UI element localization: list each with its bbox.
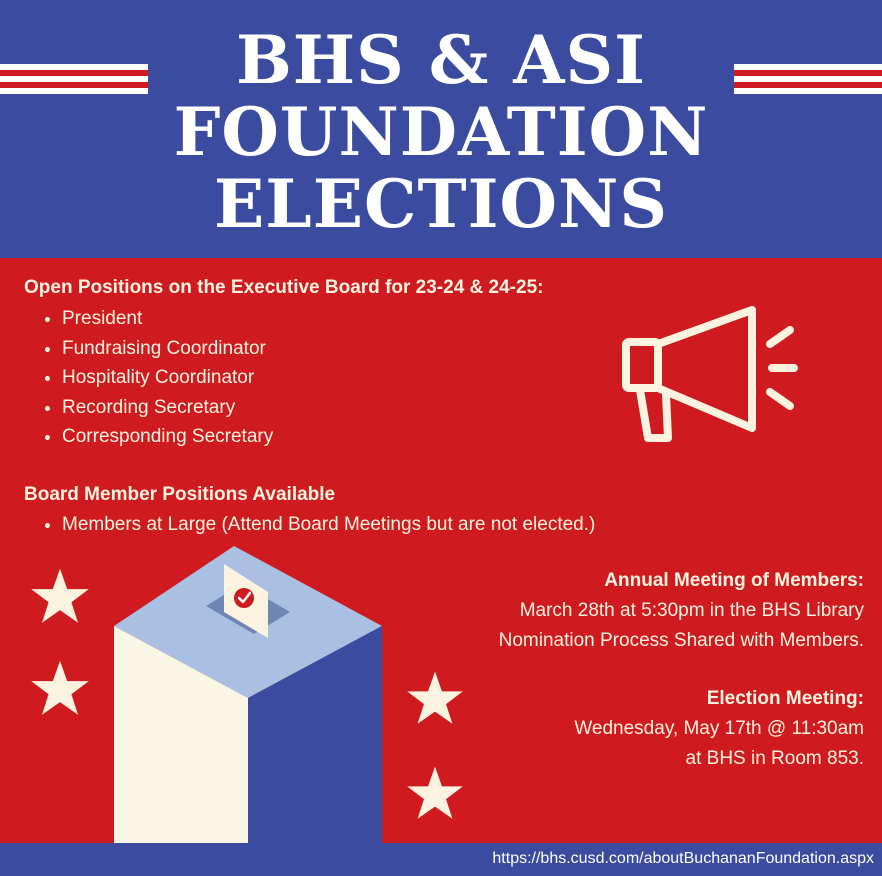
list-item: • Corresponding Secretary [62, 422, 273, 452]
star-icon [30, 659, 90, 717]
list-item: • Members at Large (Attend Board Meetings but are not elected.) [62, 510, 595, 540]
list-item: • Hospitality Coordinator [62, 363, 273, 393]
title-line-3: ELECTIONS [213, 165, 669, 243]
election-meeting-line-1: Wednesday, May 17th @ 11:30am [574, 718, 864, 739]
title-line-1: BHS & ASI [235, 21, 647, 99]
ballot-box-icon [114, 546, 384, 844]
board-members-list [38, 510, 595, 540]
annual-meeting-label: Annual Meeting of Members: [604, 570, 864, 591]
list-item: • Fundraising Coordinator [62, 334, 273, 364]
annual-meeting-line-1: March 28th at 5:30pm in the BHS Library [519, 600, 864, 621]
open-positions-list [38, 304, 273, 452]
page-title [0, 21, 882, 243]
election-meeting-line-2: at BHS in Room 853. [685, 748, 864, 769]
list-item: • Recording Secretary [62, 393, 273, 423]
star-icon [406, 670, 464, 726]
open-positions-heading: Open Positions on the Executive Board for 23-24 & 24-25: [24, 277, 544, 298]
title-line-2: FOUNDATION [173, 93, 709, 171]
star-icon [406, 765, 464, 821]
megaphone-icon [610, 300, 810, 450]
election-meeting-label: Election Meeting: [706, 688, 864, 709]
annual-meeting-line-2: Nomination Process Shared with Members. [498, 630, 864, 651]
list-item: • President [62, 304, 273, 334]
board-members-heading: Board Member Positions Available [24, 484, 336, 505]
annual-meeting-info [499, 566, 864, 656]
star-icon [30, 567, 90, 625]
election-meeting-info [574, 684, 864, 774]
footer-url[interactable]: https://bhs.cusd.com/aboutBuchananFoundation.aspx [492, 850, 874, 867]
